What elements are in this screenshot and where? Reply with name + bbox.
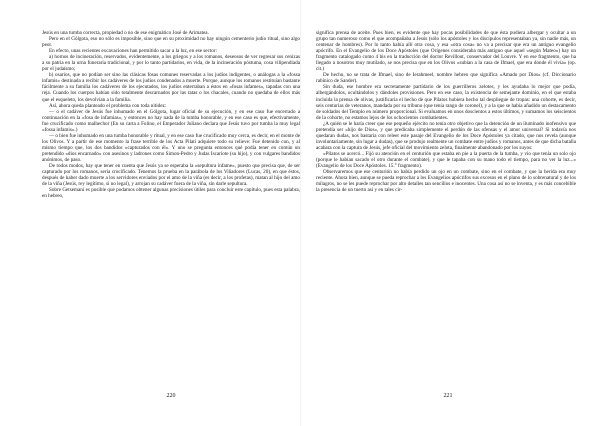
paragraph: De hecho, no se trata de Ifmael, sino de Ierahmeel, nombre hebreo que significa «Amado por Dios» (cf. Diccionario rabínico de Sander). (316, 72, 576, 85)
paragraph: Jesús en una tumba correcta, propiedad o no de ese enigmático José de Arimatea. (42, 30, 209, 36)
paragraph: Así, ahora queda planteado el problema con toda nitidez: (49, 102, 167, 109)
paragraph: De todos modos, hay que tener en cuenta que Jesús ya se esperaba la «sepultura infame», puesto que precisa que, de ser capturado por los romanos, sería crucificado. Tenemos la prueba en la parábola de los Viñadores (Lucas, 20), en que éstos, después de haber dado muerte a los servidores enviados por el amo de la viña (es decir, a los profetas), matan al hijo del amo de la viña (Jesús, rey legítimo, si no legal), y arrojan su cadáver fuera de la viña, sin darle sepultura. (42, 163, 300, 188)
page-number: 220 (166, 393, 176, 399)
paragraph: — o bien fue inhumado en una tumba honorable y ritual, y en ese caso fue crucificado muy cerca, es decir, en el monte de los Olivos. Y a partir de ese momento la frase terrible de los Acta Pilati adquiere todo su relieve: Fue detenido con, y al mismo tiempo que, los dos bandidos «capturados con él». Y uno se pregunta entonces qué podía tener en común un pretendido «dios encarnado» con asesinos y ladrones como Simon-Pedro y Judas Iscariote (su hijo), y con vulgares bandidos anónimos, de paso. (42, 132, 300, 163)
right-page (316, 30, 576, 193)
paragraph: ¿A quién se le haría creer que ese pequeño ejército no tenía otro objetivo que la detención de un iluminado inofensivo que pretendía ser «hijo de Dios», y que predicaba simplemente el perdón de las ofensas y el amor universal? Si todavía nos quedaran dudas, nos bastaría con releer este pasaje del Evangelio de los Doce Apóstoles ya citado, que nos revela (aunque involuntariamente, sin lugar a dudas), que se produjo realmente un combate entre judíos y romanos, antes de que dicha batalla acabara con la captura de Jesús, jefe oficial del movimiento zelota, finalmente abandonado por los suyos: (316, 120, 576, 151)
paragraph: — o el cadáver de Jesús fue inhumado en el Gólgota, lugar oficial de su ejecución, y en ese caso fue encerrado a continuación en la «fosa de infamias», y entonces no hay nada de la tumba honorable, y en ese caso es que, efectivamente, fue crucificado como malhechor (En su carta a Folino, el Emperador Juliano declara que Jesús tuvo por tumba la muy legal «fossa infamis».) (42, 108, 300, 133)
paragraph: Sobre Getsemaní es posible que podamos obtener algunas precisiones útiles para concluir este capítulo, pues esta palabra, en hebreo, (42, 187, 300, 200)
paragraph: Observaremos que ese centurión no había perdido un ojo en un combate, sino en el combate, y que la herida era muy reciente. Ahora bien, aunque se pueda reprochar a los Evangelios apócrifos sus excesos en el plano de lo sobrenatural y de los milagros, no se les puede reprochar por alto detalles tan sencillos e inocentes. Una cosa así no se inventa, y es más concebible la presencia de un tuerto así y en tales cir- (316, 169, 576, 194)
paragraph: En efecto, unas recientes excavaciones han permitido sacar a la luz, en ese sector: (49, 48, 217, 55)
left-page (42, 30, 300, 199)
page-spread-gutter (300, 0, 301, 426)
page-number: 221 (443, 393, 453, 399)
paragraph: significa prensa de aceite. Pues bien, es evidente que hay pocas posibilidades de que ésta pudiera albergar y ocultar a un grupo tan numeroso como el que acompañaba a Jesús (sólo los apóstoles y los discípulos representaban ya, sin nadie más, un centenar de hombres). Por lo tanto había allí otra cosa, y esa «otra cosa» no va a precisar que era un antiguo evangelio apócrifo. En el Evangelio de los Doce Apóstoles (que Orígenes consideraba más antiguo que aquel «según Mateo») hay un fragmento catalogado como 4 bis en la traducción del doctor Revillout, conservador del Louvre. Y en ese fragmento, que ha llegado a nosotros muy mutilado, se nos precisa que en los Olivos «subían a la casa de Ifmael, que era donde él vivía» (op. cit.) (316, 30, 576, 73)
paragraph: a) hornos de incineración, reservados, evidentemente, a los griegos y a los romanos, deseosos de ver regresar sus cenizas a su patria en la urna funeraria tradicional, y por lo tanto partidarios, en vida, de la incineración póstuma, cosa vilipendiada por el judaísmo; (42, 54, 300, 73)
paragraph: Pero en el Gólgota, eso no sólo es imposible, sino que en su proximidad no hay ningún cementerio judío ritual, sino algo peor. (42, 36, 300, 49)
paragraph: Sin duda, ese hombre era secretamente partidario de los guerrilleros zelotes, y les ayudaba lo mejor que podía, albergándolos, ocultándolos y dándoles provisiones. Pero en ese caso, la existencia de semejante dominio, en el que estaba incluida la prensa de olivas, justificaría el hecho de que Pilatos hubiera hecho tal despliegue de tropas: una cohorte, es decir, seis centurias de veteranos, mandada por su tribuno (que tenía rango de coronel), y a la que se había añadido un destacamento de soldados del Templo en número proporcional. Si evaluamos en unos doscientos a estos últimos, y sumamos los seiscientos de la cohorte, no estamos lejos de los ochocientos combatientes. (316, 84, 576, 121)
paragraph: «Pilatos se acercó... Fijó su atención en el centurión que estaba en pie a la puerta de la tumba, y vio que tenía un solo ojo (porque le habían sacado el otro durante el combate), y que le tapaba con su mano todo el tiempo, para no ver la luz...» (Evangelio de los Doce Apóstoles. 15.° fragmento). (316, 150, 576, 170)
paragraph: b) osarios, que no podían ser sino las clásicas fosas comunes reservadas a los judíos indigentes, o análogas a la «fossa infamis» destinada a recibir los cadáveres de los judíos condenados a muerte. Porque, aunque los romanos restituían bastante fácilmente a su familia los cadáveres de los ejecutados, los judíos enterraban a éstos en «fosas infames», tapadas con una reja. Cuando los cuerpos habían sido totalmente descarnados por las ratas o los chacales, cuando no quedaba de ellos más que el esqueleto, los devolvían a la familia. (42, 72, 300, 103)
